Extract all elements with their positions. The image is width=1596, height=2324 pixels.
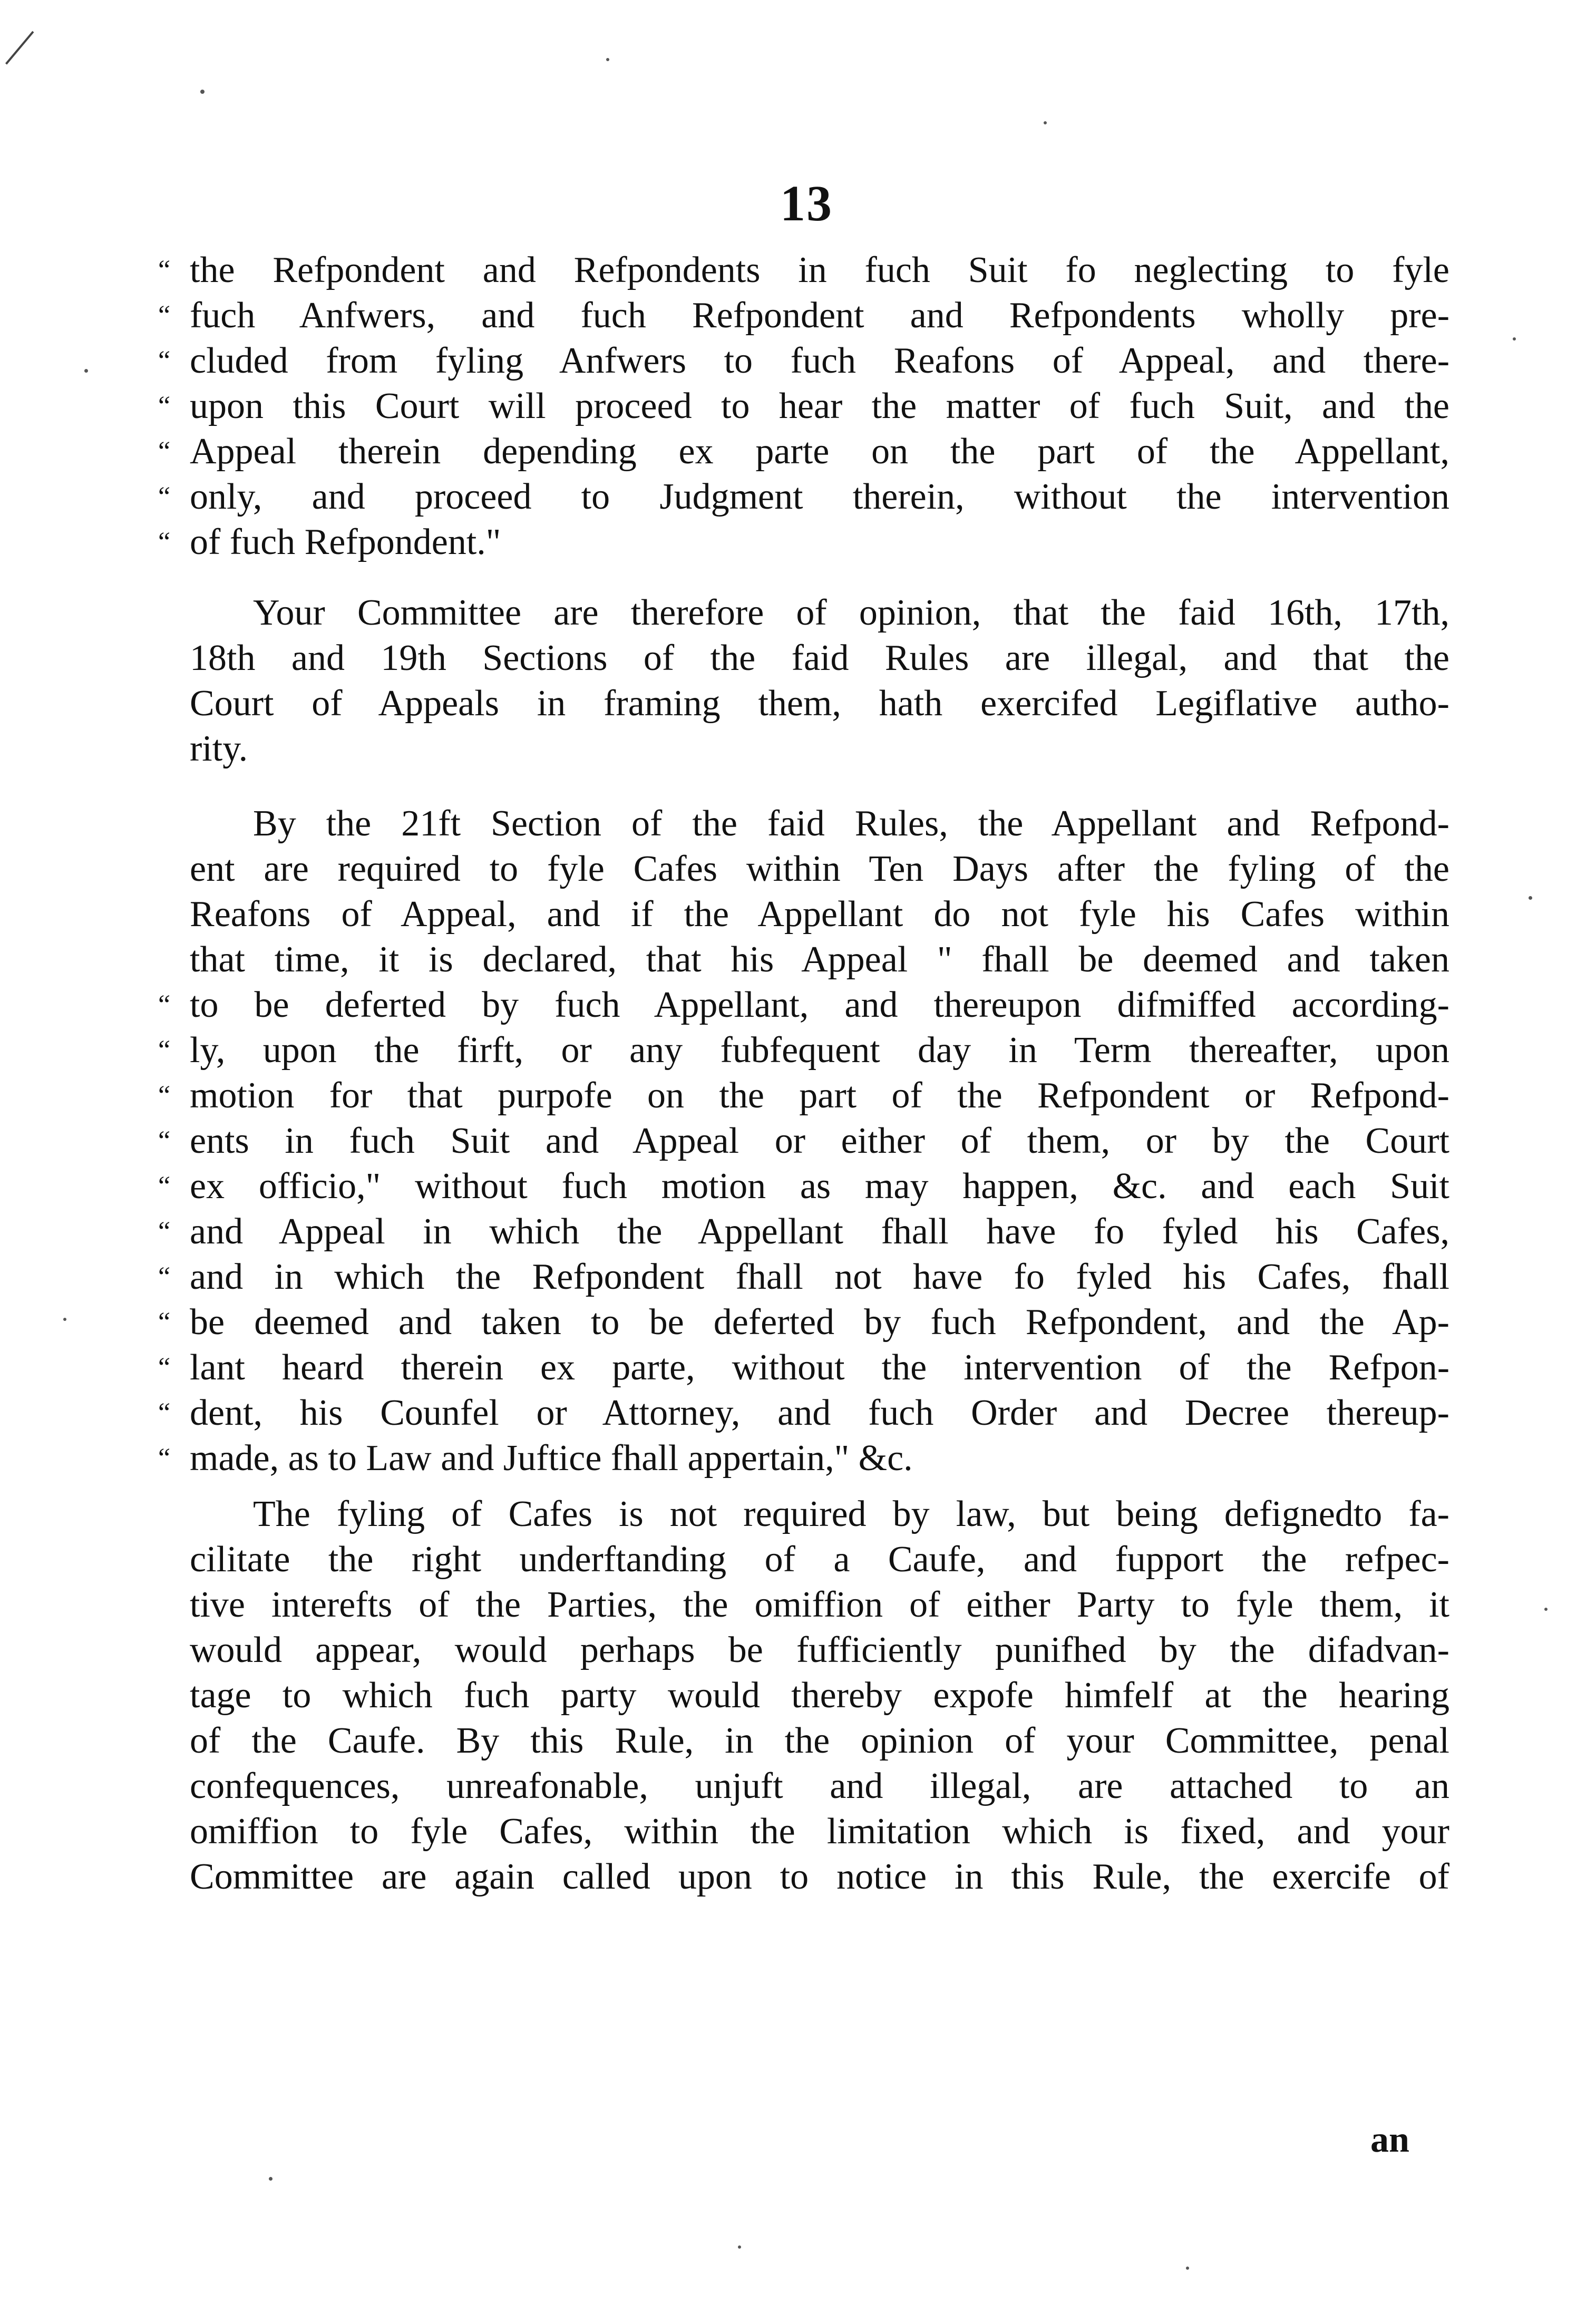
print-speck <box>200 90 205 94</box>
text-line: Reafons of Appeal, and if the Appellant do not fyle his Cafes within <box>190 894 1449 935</box>
text-line: rity. <box>190 728 248 769</box>
print-speck <box>269 2177 273 2181</box>
text-line: “ upon this Court will proceed to hear the matter of fuch Suit, and the <box>158 386 1449 426</box>
text-line: “ made, as to Law and Juftice fhall appertain," &c. <box>158 1438 913 1479</box>
print-speck <box>84 369 88 373</box>
text-line: “ the Refpondent and Refpondents in fuch Suit fo neglecting to fyle <box>158 250 1449 290</box>
text-line: confequences, unreafonable, unjuft and illegal, are attached to an <box>190 1766 1449 1806</box>
text-line: “ ex officio," without fuch motion as may happen, &c. and each Suit <box>158 1166 1449 1207</box>
catchword: an <box>1370 2119 1409 2160</box>
print-speck <box>606 58 609 61</box>
text-line: “ and in which the Refpondent fhall not have fo fyled his Cafes, fhall <box>158 1257 1449 1297</box>
text-line: “ cluded from fyling Anfwers to fuch Reafons of Appeal, and there- <box>158 341 1449 381</box>
text-line: “ Appeal therein depending ex parte on the part of the Appellant, <box>158 431 1449 472</box>
text-line: “ of fuch Refpondent." <box>158 522 501 562</box>
print-speck <box>1044 121 1047 124</box>
print-speck <box>1513 337 1516 341</box>
text-line: “ to be deferted by fuch Appellant, and thereupon difmiffed according- <box>158 985 1449 1025</box>
print-speck <box>1529 896 1532 900</box>
text-line: cilitate the right underftanding of a Caufe, and fupport the refpec- <box>190 1539 1449 1580</box>
text-line: Court of Appeals in framing them, hath exercifed Legiflative autho- <box>190 683 1449 724</box>
page-number: 13 <box>780 175 833 231</box>
paragraph-committee-opinion <box>190 590 1449 772</box>
print-speck <box>738 2245 741 2249</box>
text-line: “ and Appeal in which the Appellant fhall have fo fyled his Cafes, <box>158 1211 1449 1252</box>
paragraph-section-21 <box>158 801 1449 1481</box>
text-line: By the 21ft Section of the faid Rules, the Appellant and Refpond- <box>253 803 1449 844</box>
text-line: “ fuch Anfwers, and fuch Refpondent and Refpondents wholly pre- <box>158 295 1449 336</box>
text-line: The fyling of Cafes is not required by law, but being defignedto fa- <box>253 1494 1449 1534</box>
text-line: tage to which fuch party would thereby expofe himfelf at the hearing <box>190 1675 1449 1716</box>
text-line: 18th and 19th Sections of the faid Rules are illegal, and that the <box>190 638 1449 678</box>
text-line: Your Committee are therefore of opinion, that the faid 16th, 17th, <box>253 592 1449 633</box>
print-speck <box>1186 2267 1189 2270</box>
text-line: would appear, would perhaps be fufficiently punifhed by the difadvan- <box>190 1630 1449 1670</box>
text-line: “ lant heard therein ex parte, without the intervention of the Refpon- <box>158 1347 1449 1388</box>
quoted-continuation <box>158 248 1449 565</box>
text-line: that time, it is declared, that his Appeal " fhall be deemed and taken <box>190 939 1449 980</box>
paragraph-fyling-cases <box>190 1492 1449 1900</box>
text-line: “ ents in fuch Suit and Appeal or either of them, or by the Court <box>158 1121 1449 1161</box>
print-speck <box>63 1318 66 1321</box>
text-line: “ dent, his Counfel or Attorney, and fuch Order and Decree thereup- <box>158 1393 1449 1433</box>
text-line: ent are required to fyle Cafes within Ten Days after the fyling of the <box>190 849 1449 889</box>
text-line: “ motion for that purpofe on the part of the Refpondent or Refpond- <box>158 1075 1449 1116</box>
print-speck <box>1544 1608 1548 1611</box>
text-line: of the Caufe. By this Rule, in the opinion of your Committee, penal <box>190 1720 1449 1761</box>
text-line: “ be deemed and taken to be deferted by fuch Refpondent, and the Ap- <box>158 1302 1449 1343</box>
text-line: omiffion to fyle Cafes, within the limitation which is fixed, and your <box>190 1811 1449 1852</box>
text-line: Committee are again called upon to notice in this Rule, the exercife of <box>190 1856 1449 1897</box>
text-line: tive interefts of the Parties, the omiffion of either Party to fyle them, it <box>190 1584 1449 1625</box>
text-line: “ ly, upon the firft, or any fubfequent day in Term thereafter, upon <box>158 1030 1449 1071</box>
stray-ink-mark <box>5 31 34 65</box>
text-line: “ only, and proceed to Judgment therein, without the intervention <box>158 477 1449 517</box>
